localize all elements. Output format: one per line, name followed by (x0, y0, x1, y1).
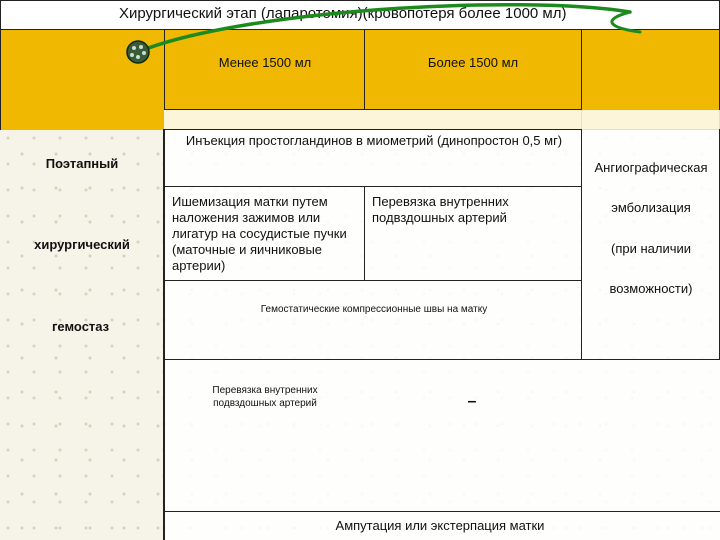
left-label-2: хирургический (34, 237, 130, 252)
compression-text: Гемостатические компрессионные швы на матку (260, 304, 488, 315)
right-label-4: возможности) (609, 281, 693, 296)
amputation-text: Ампутация или экстерпация матки (335, 518, 545, 533)
right-label-3: (при наличии (610, 241, 692, 256)
row-compression (164, 280, 582, 360)
injection-text: Инъекция простогландинов в миометрий (динопростон 0,5 мг) (185, 133, 563, 148)
header-less-label: Менее 1500 мл (218, 55, 312, 70)
ligation-small-text: Перевязка внутренних подвздошных артерий (212, 385, 318, 409)
row-ligation-small (164, 359, 720, 512)
page-title: Хирургический этап (лапаротомия)(кровопотеря более 1000 мл) (119, 5, 567, 22)
left-label-1: Поэтапный (45, 156, 119, 171)
dash-mark: – (467, 393, 477, 410)
ligation-right-text: Перевязка внутренних подвздошных артерий (372, 194, 509, 225)
left-label-3: гемостаз (52, 319, 110, 334)
title-bar (0, 0, 720, 30)
right-label-2: эмболизация (611, 200, 691, 215)
ischemization-text: Ишемизация матки путем наложения зажимов или лигатур на сосудистые пучки (маточные и яичниковые артерии) (172, 194, 347, 273)
right-label-1: Ангиографическая (594, 160, 708, 175)
header-more-label: Более 1500 мл (427, 55, 519, 70)
